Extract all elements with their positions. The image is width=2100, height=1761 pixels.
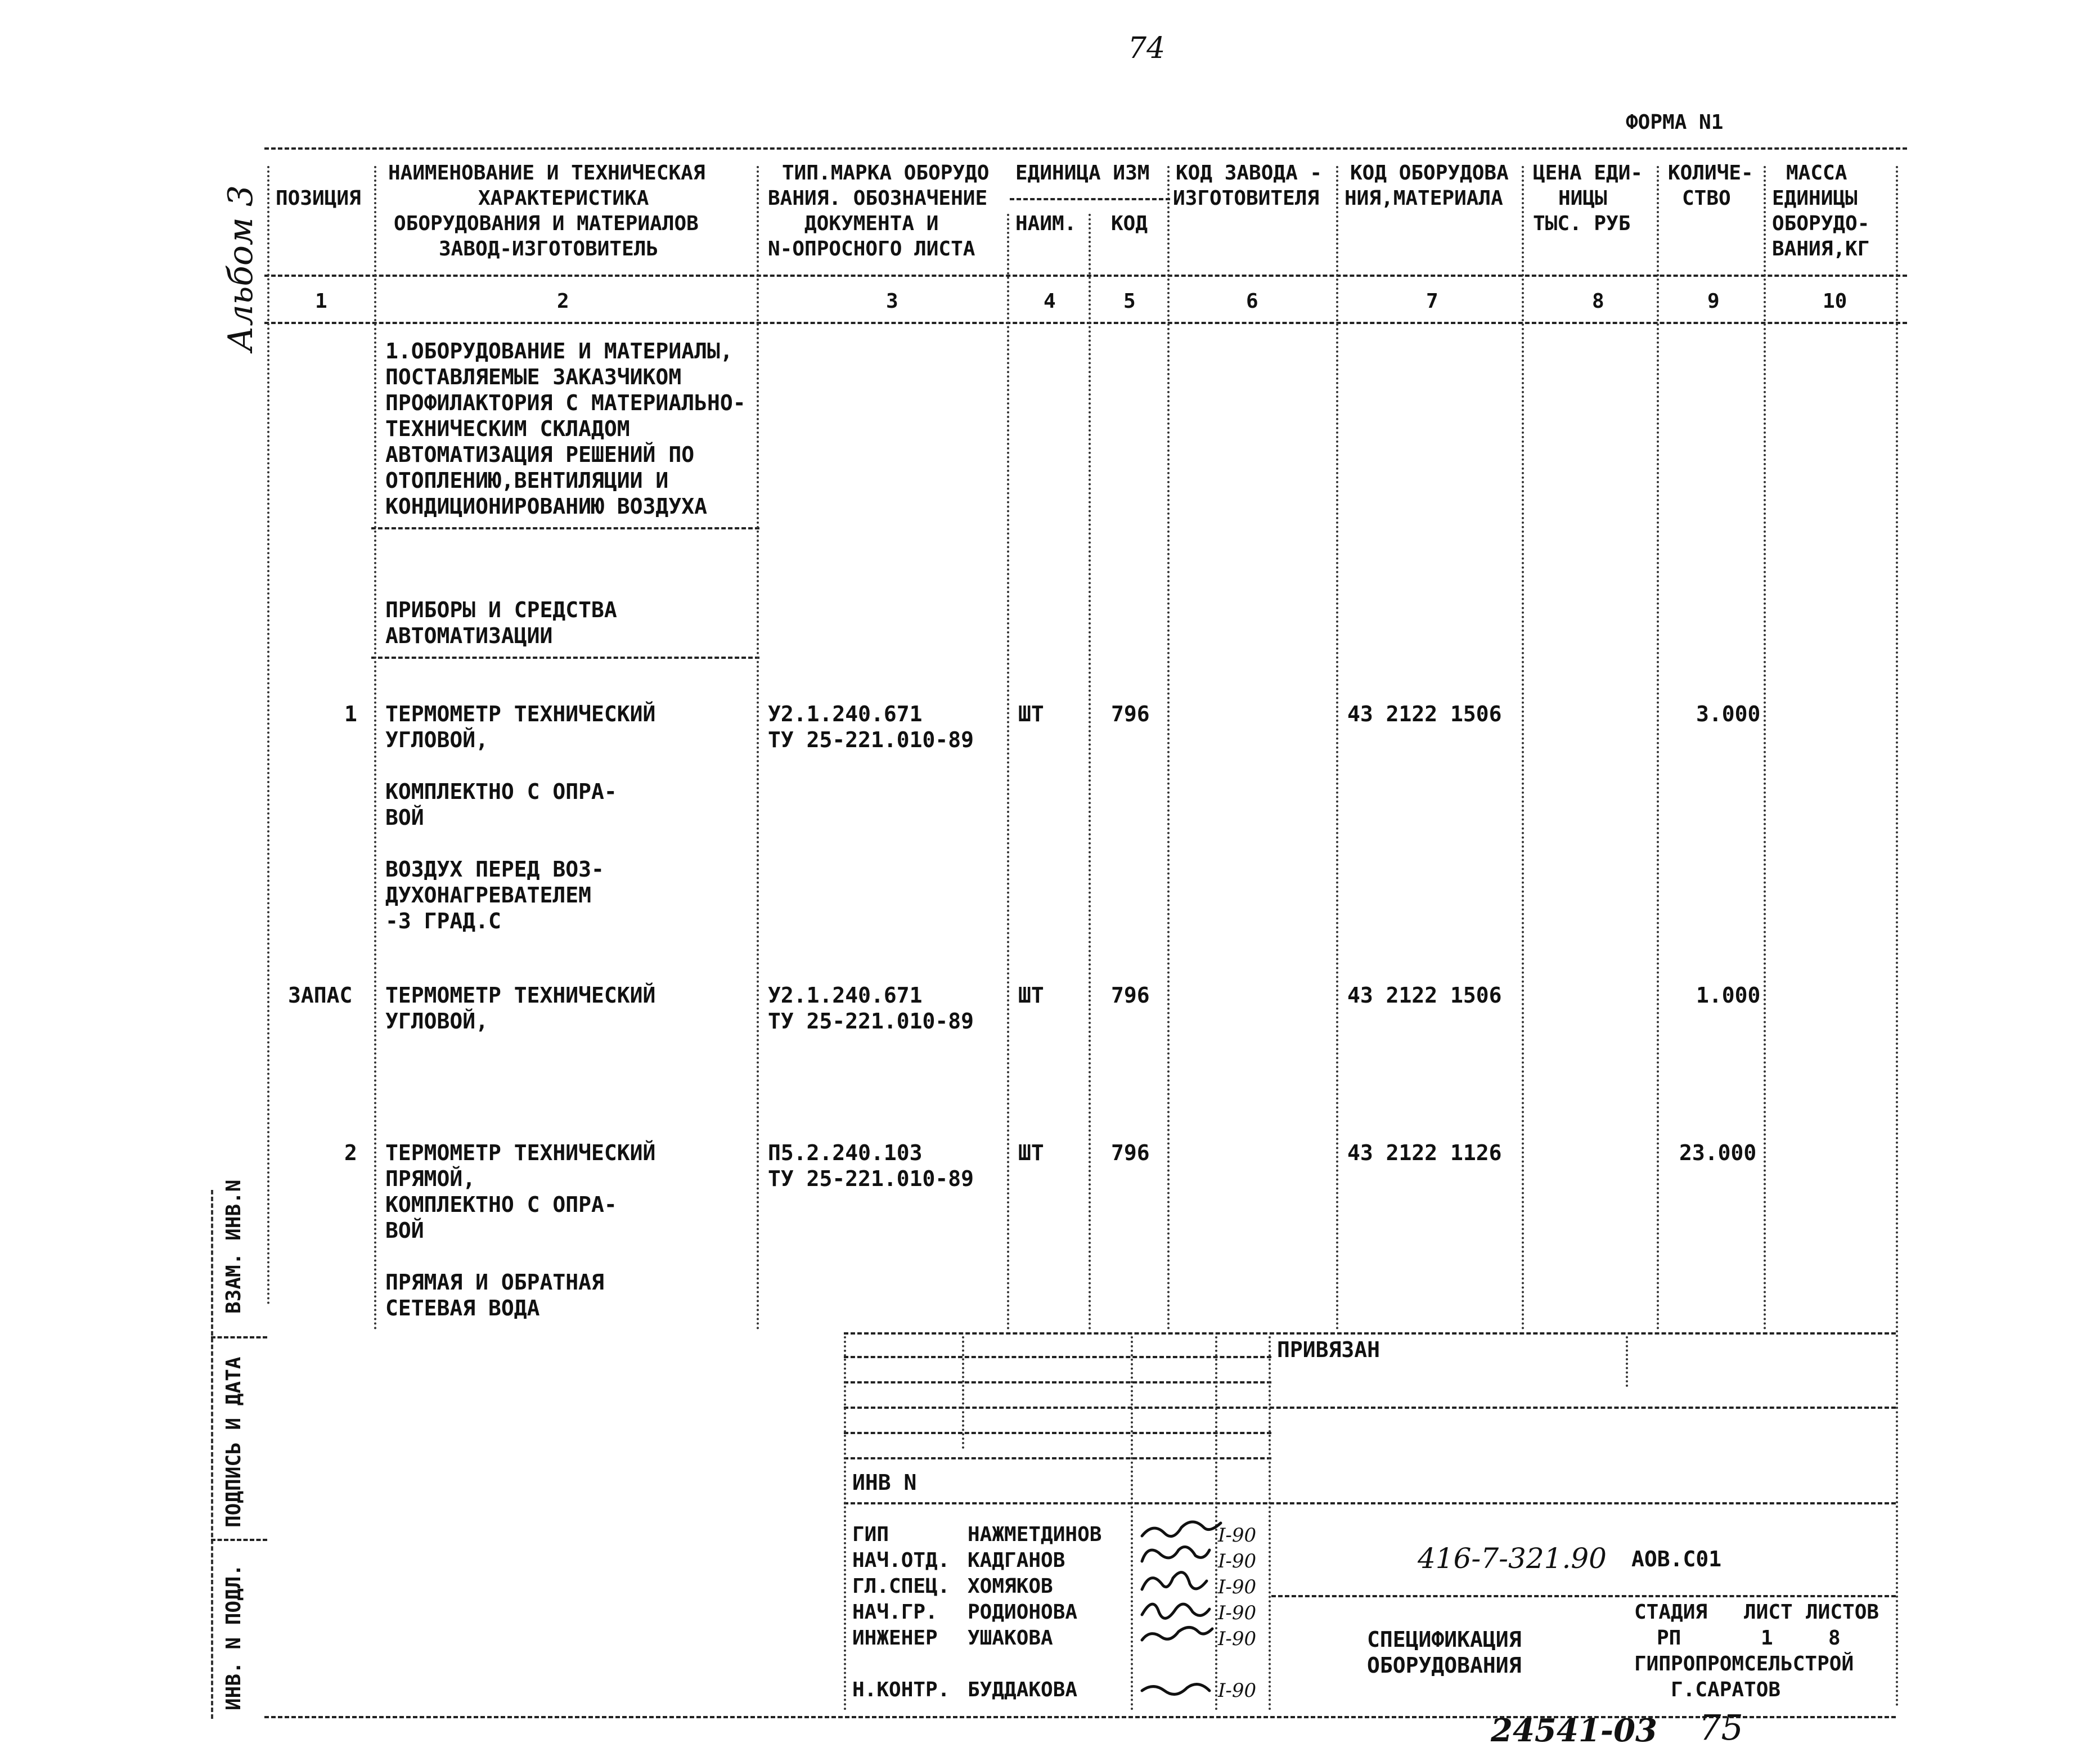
stamp-role: ИНЖЕНЕР [852, 1627, 938, 1650]
item-code: 796 [1111, 702, 1150, 726]
stamp-person: КАДГАНОВ [968, 1549, 1065, 1572]
item-doc: У2.1.240.671 [768, 983, 923, 1008]
stamp-person: БУДДАКОВА [968, 1678, 1078, 1701]
item-doc: ТУ 25-221.010-89 [768, 727, 974, 752]
item-doc: У2.1.240.671 [768, 702, 923, 726]
stamp-person: УШАКОВА [968, 1627, 1053, 1650]
item-unit: ШТ [1018, 1140, 1044, 1165]
item-equip-code: 43 2122 1506 [1347, 983, 1502, 1008]
stamp-stage-label: СТАДИЯ [1634, 1601, 1708, 1624]
item-note: СЕТЕВАЯ ВОДА [385, 1296, 540, 1320]
header-name-line: НАИМЕНОВАНИЕ И ТЕХНИЧЕСКАЯ [388, 161, 705, 185]
item-unit: ШТ [1018, 702, 1044, 726]
form-label: ФОРМА N1 [1626, 111, 1724, 134]
signature [1142, 1522, 1221, 1537]
header-name-line: ХАРАКТЕРИСТИКА [478, 187, 649, 210]
stamp-org: ГИПРОПРОМСЕЛЬСТРОЙ [1634, 1652, 1854, 1675]
section-title-line: АВТОМАТИЗАЦИИ [385, 623, 553, 648]
header-type-line: ДОКУМЕНТА И [804, 212, 939, 235]
item-code: 796 [1111, 983, 1150, 1008]
header-unit-name: НАИМ. [1015, 212, 1077, 235]
section-title-line: ПРОФИЛАКТОРИЯ С МАТЕРИАЛЬНО- [385, 390, 746, 415]
item-note: -3 ГРАД.С [385, 909, 501, 933]
section-title-line: ПОСТАВЛЯЕМЫЕ ЗАКАЗЧИКОМ [385, 365, 682, 389]
stamp-date: I-90 [1218, 1628, 1257, 1650]
stamp-city: Г.САРАТОВ [1671, 1678, 1781, 1701]
column-number: 8 [1592, 290, 1604, 313]
stamp-date: I-90 [1218, 1576, 1257, 1598]
header-name-line: ОБОРУДОВАНИЯ И МАТЕРИАЛОВ [394, 212, 699, 235]
section-title-line: КОНДИЦИОНИРОВАНИЮ ВОЗДУХА [385, 494, 707, 519]
stamp-role: ГЛ.СПЕЦ. [852, 1575, 950, 1598]
header-maker-code: КОД ЗАВОДА - [1176, 161, 1323, 185]
side-label-original: ИНВ. N ПОДЛ. [222, 1564, 245, 1710]
column-number: 9 [1707, 290, 1720, 313]
page-number: 74 [1128, 32, 1166, 65]
item-quantity: 1.000 [1696, 983, 1761, 1008]
item-quantity: 23.000 [1679, 1140, 1757, 1165]
item-name: УГЛОВОЙ, [385, 727, 489, 752]
section-title-line: ТЕХНИЧЕСКИМ СКЛАДОМ [385, 416, 630, 441]
item-name: ТЕРМОМЕТР ТЕХНИЧЕСКИЙ [385, 702, 656, 726]
header-unit: ЕДИНИЦА ИЗМ [1015, 161, 1150, 185]
header-mass: ВАНИЯ,КГ [1772, 237, 1870, 260]
header-unit-code: КОД [1111, 212, 1148, 235]
header-price: ТЫС. РУБ [1533, 212, 1631, 235]
signature [1142, 1573, 1207, 1589]
item-note: ВОЙ [385, 1218, 424, 1243]
column-number: 2 [557, 290, 569, 313]
header-equip-code: КОД ОБОРУДОВА [1350, 161, 1509, 185]
item-position: 1 [344, 702, 357, 726]
item-equip-code: 43 2122 1126 [1347, 1140, 1502, 1165]
item-name: УГЛОВОЙ, [385, 1009, 489, 1034]
item-note: ВОЙ [385, 805, 424, 830]
item-quantity: 3.000 [1696, 702, 1761, 726]
column-number: 10 [1823, 290, 1847, 313]
section-title-line: АВТОМАТИЗАЦИЯ РЕШЕНИЙ ПО [385, 442, 695, 467]
stamp-doc-code: 416-7-321.90 [1418, 1542, 1607, 1575]
stamp-role: Н.КОНТР. [852, 1678, 950, 1701]
stamp-date: I-90 [1218, 1679, 1257, 1702]
column-number: 1 [315, 290, 327, 313]
header-quantity: КОЛИЧЕ- [1668, 161, 1753, 185]
stamp-person: РОДИОНОВА [968, 1601, 1078, 1624]
bottom-page: 75 [1699, 1707, 1743, 1748]
stamp-date: I-90 [1218, 1524, 1257, 1547]
side-box-edge [211, 1190, 213, 1719]
side-label-replace: ВЗАМ. ИНВ.N [222, 1179, 245, 1314]
item-name: ТЕРМОМЕТР ТЕХНИЧЕСКИЙ [385, 983, 656, 1008]
stamp-person: НАЖМЕТДИНОВ [968, 1523, 1102, 1546]
header-type-line: ТИП.МАРКА ОБОРУДО [782, 161, 990, 185]
header-type-line: N-ОПРОСНОГО ЛИСТА [768, 237, 975, 260]
item-note: ПРЯМАЯ И ОБРАТНАЯ [385, 1270, 604, 1295]
signature [1142, 1547, 1209, 1561]
header-equip-code: НИЯ,МАТЕРИАЛА [1344, 187, 1503, 210]
stamp-privyazan: ПРИВЯЗАН [1277, 1337, 1380, 1362]
signature [1142, 1628, 1212, 1641]
header-maker-code: ИЗГОТОВИТЕЛЯ [1173, 187, 1320, 210]
stamp-role: ГИП [852, 1523, 889, 1546]
side-box-rule [211, 1336, 267, 1338]
header-quantity: СТВО [1682, 187, 1731, 210]
header-type-line: ВАНИЯ. ОБОЗНАЧЕНИЕ [768, 187, 988, 210]
item-note: КОМПЛЕКТНО С ОПРА- [385, 1192, 617, 1217]
column-number: 6 [1246, 290, 1258, 313]
column-number: 4 [1044, 290, 1056, 313]
stamp-stage-value: РП [1657, 1627, 1681, 1650]
stamp-person: ХОМЯКОВ [968, 1575, 1053, 1598]
section-title-line: 1.ОБОРУДОВАНИЕ И МАТЕРИАЛЫ, [385, 339, 733, 363]
header-mass: ЕДИНИЦЫ [1772, 187, 1858, 210]
stamp-title: СПЕЦИФИКАЦИЯ [1367, 1627, 1522, 1652]
item-doc: ТУ 25-221.010-89 [768, 1166, 974, 1191]
section-title-line: ПРИБОРЫ И СРЕДСТВА [385, 598, 617, 622]
side-box-rule [211, 1539, 267, 1541]
stamp-sheet-value: 1 [1761, 1627, 1773, 1650]
item-note: ВОЗДУХ ПЕРЕД ВОЗ- [385, 857, 604, 882]
stamp-sheet-label: ЛИСТ [1744, 1601, 1793, 1624]
item-note: КОМПЛЕКТНО С ОПРА- [385, 779, 617, 804]
item-name: ПРЯМОЙ, [385, 1166, 476, 1191]
stamp-date: I-90 [1218, 1550, 1257, 1573]
stamp-sheets-value: 8 [1828, 1627, 1841, 1650]
item-position: ЗАПАС [288, 983, 353, 1008]
side-label-signature: ПОДПИСЬ И ДАТА [222, 1356, 245, 1528]
item-note: ДУХОНАГРЕВАТЕЛЕМ [385, 883, 592, 908]
stamp-doc-suffix: АОВ.С01 [1631, 1547, 1722, 1571]
stamp-date: I-90 [1218, 1602, 1257, 1624]
stamp-role: НАЧ.ОТД. [852, 1549, 950, 1572]
column-number: 7 [1426, 290, 1438, 313]
signature [1142, 1684, 1209, 1695]
item-equip-code: 43 2122 1506 [1347, 702, 1502, 726]
item-position: 2 [344, 1140, 357, 1165]
stamp-inv: ИНВ N [852, 1470, 917, 1495]
header-price: ЦЕНА ЕДИ- [1533, 161, 1643, 185]
item-name: ТЕРМОМЕТР ТЕХНИЧЕСКИЙ [385, 1140, 656, 1165]
stamp-role: НАЧ.ГР. [852, 1601, 938, 1624]
header-mass: МАССА [1786, 161, 1847, 185]
stamp-sheets-label: ЛИСТОВ [1806, 1601, 1879, 1624]
item-doc: ТУ 25-221.010-89 [768, 1009, 974, 1034]
header-mass: ОБОРУДО- [1772, 212, 1870, 235]
section-title-line: ОТОПЛЕНИЮ,ВЕНТИЛЯЦИИ И [385, 468, 669, 493]
album-label: Альбом 3 [221, 185, 260, 352]
item-unit: ШТ [1018, 983, 1044, 1008]
column-number: 5 [1123, 290, 1136, 313]
stamp-title: ОБОРУДОВАНИЯ [1367, 1653, 1522, 1678]
signature [1142, 1604, 1209, 1618]
header-name-line: ЗАВОД-ИЗГОТОВИТЕЛЬ [439, 237, 659, 260]
header-price: НИЦЫ [1558, 187, 1607, 210]
bottom-code: 24541-03 [1491, 1712, 1657, 1749]
header-position: ПОЗИЦИЯ [276, 187, 361, 210]
column-number: 3 [886, 290, 898, 313]
item-doc: П5.2.240.103 [768, 1140, 923, 1165]
item-code: 796 [1111, 1140, 1150, 1165]
